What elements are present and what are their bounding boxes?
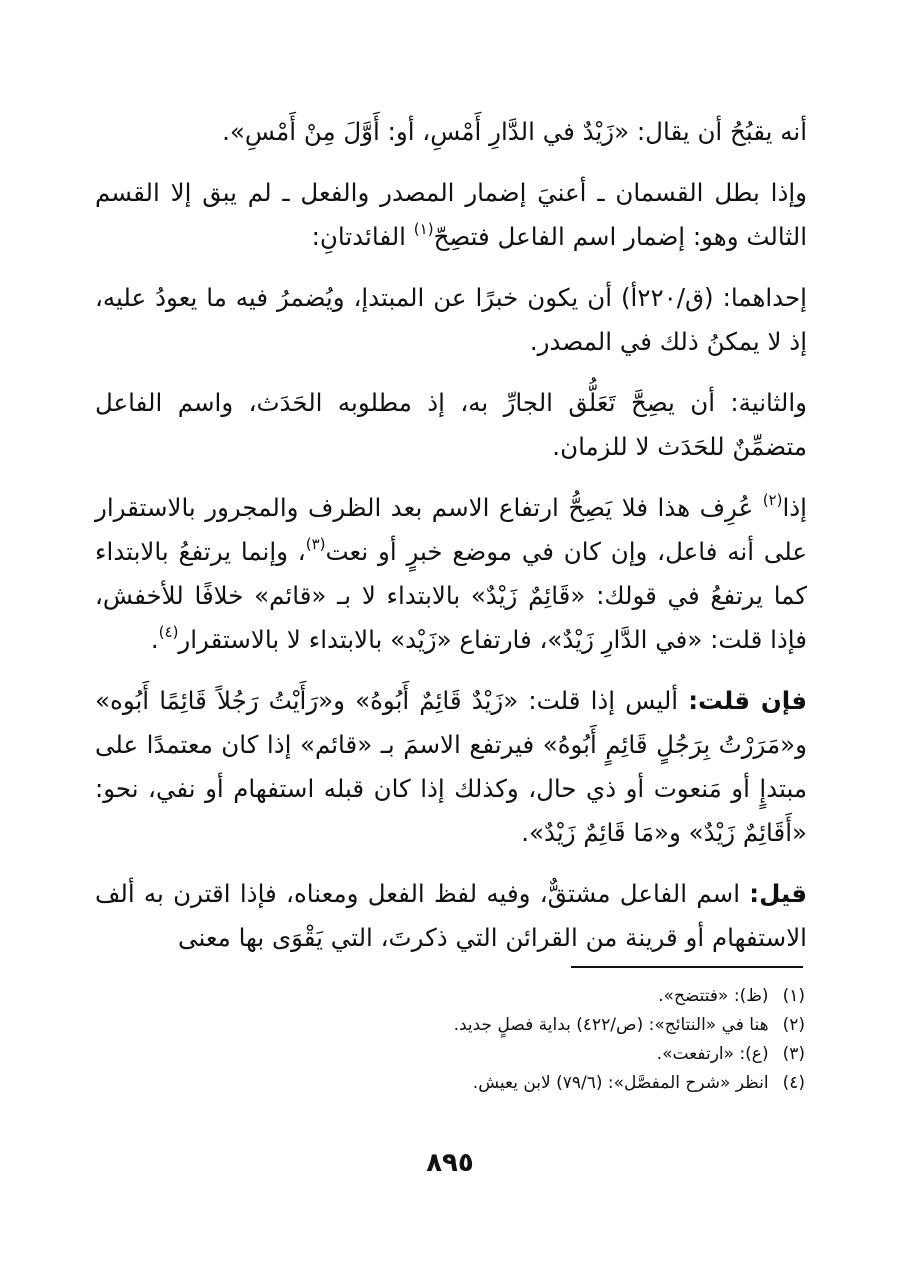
paragraph-6 <box>95 679 807 855</box>
paragraph-7-text: اسم الفاعل مشتقٌّ، وفيه لفظ الفعل ومعناه، فإذا اقترن به ألف الاستفهام أو قرينة من القرائن التي ذكرتَ، التي يَقْوَى بها معنى <box>95 879 807 952</box>
paragraph-3-text: إحداهما: (ق/٢٢٠أ) أن يكون خبرًا عن المبتدإ، ويُضمرُ فيه ما يعودُ عليه، إذ لا يمكنُ ذلك في المصدر. <box>95 283 807 356</box>
paragraph-6-text: أليس إذا قلت: «زَيْدٌ قَائِمٌ أَبُوهُ» و«رَأَيْتُ رَجُلاً قَائِمًا أَبُوه» و«مَرَرْتُ بِرَجُلٍ قَائِمٍ أَبُوهُ» فيرتفع الاسمَ بـ «قائم» إذا كان معتمدًا على مبتدإٍ أو مَنعوت أو ذي حال، وكذلك إذا كان قبله استفهام أو نفي، نحو: «أَقَائِمٌ زَيْدٌ» و«مَا قَائِمٌ زَيْدٌ». <box>95 686 807 847</box>
footnote-1 <box>95 982 805 1011</box>
paragraph-7-lead: قيل: <box>749 879 807 908</box>
footnote-4 <box>95 1069 805 1098</box>
paragraph-1 <box>95 110 807 154</box>
paragraph-5 <box>95 486 807 662</box>
paragraph-2-text: وإذا بطل القسمان ـ أعنيَ إضمار المصدر والفعل ـ لم يبق إلا القسم الثالث وهو: إضمار اسم الفاعل فتصِحّ <box>95 178 807 251</box>
footnote-3 <box>95 1040 805 1069</box>
page-number: ٨٩٥ <box>426 1148 474 1178</box>
footnote-2 <box>95 1011 805 1040</box>
footnote-4-number: (٤) <box>782 1073 805 1093</box>
paragraph-3 <box>95 276 807 364</box>
footnote-1-number: (١) <box>782 986 805 1006</box>
paragraph-6-lead: فإن قلت: <box>688 686 807 715</box>
paragraph-1-text: أنه يقبُحُ أن يقال: «زَيْدٌ في الدَّارِ أَمْسِ، أو: أَوَّلَ مِنْ أَمْسِ». <box>222 117 807 146</box>
paragraph-2-tail: الفائدتانِ: <box>311 222 414 251</box>
footnotes <box>95 982 805 1098</box>
paragraph-5-end: . <box>150 625 159 654</box>
paragraph-4-text: والثانية: أن يصِحَّ تَعَلُّق الجارِّ به، إذ مطلوبه الحَدَث، واسم الفاعل متضمِّنٌ للحَدَث لا للزمان. <box>95 388 807 461</box>
footnote-ref-4[interactable]: (٤) <box>158 622 179 641</box>
footnote-3-number: (٣) <box>782 1044 805 1064</box>
paragraph-5-middle: عُرِف هذا فلا يَصِحُّ ارتفاع الاسم بعد الظرف والمجرور بالاستقرار على أنه فاعل، وإن كان في موضع خبرٍ أو نعت <box>95 493 807 566</box>
paragraph-5-start: إذا <box>782 493 807 522</box>
footnote-divider <box>571 966 803 968</box>
footnote-1-text: (ظ): «فتتضح». <box>658 986 769 1006</box>
footnote-ref-2[interactable]: (٢) <box>762 490 783 509</box>
paragraph-4 <box>95 381 807 469</box>
footnote-3-text: (ع): «ارتفعت». <box>656 1044 769 1064</box>
footnote-4-text: انظر «شرح المفصَّل»: (٧٩/٦) لابن يعيش. <box>472 1073 769 1093</box>
footnote-ref-3[interactable]: (٣) <box>305 534 326 553</box>
footnote-2-number: (٢) <box>782 1015 805 1035</box>
paragraph-2 <box>95 171 807 259</box>
paragraph-7 <box>95 872 807 960</box>
footnote-ref-1[interactable]: (١) <box>413 219 434 238</box>
footnote-2-text: هنا في «النتائج»: (ص/٤٢٢) بداية فصلٍ جديد. <box>453 1015 769 1035</box>
page-body <box>95 110 807 977</box>
paragraph-5-after: ، وإنما يرتفعُ بالابتداء كما يرتفعُ في قولك: «قَائِمٌ زَيْدٌ» بالابتداء لا بـ «قائم» خلافًا للأخفش، فإذا قلت: «في الدَّارِ زَيْدٌ»، فارتفاع «زَيْد» بالابتداء لا بالاستقرار <box>95 537 807 654</box>
